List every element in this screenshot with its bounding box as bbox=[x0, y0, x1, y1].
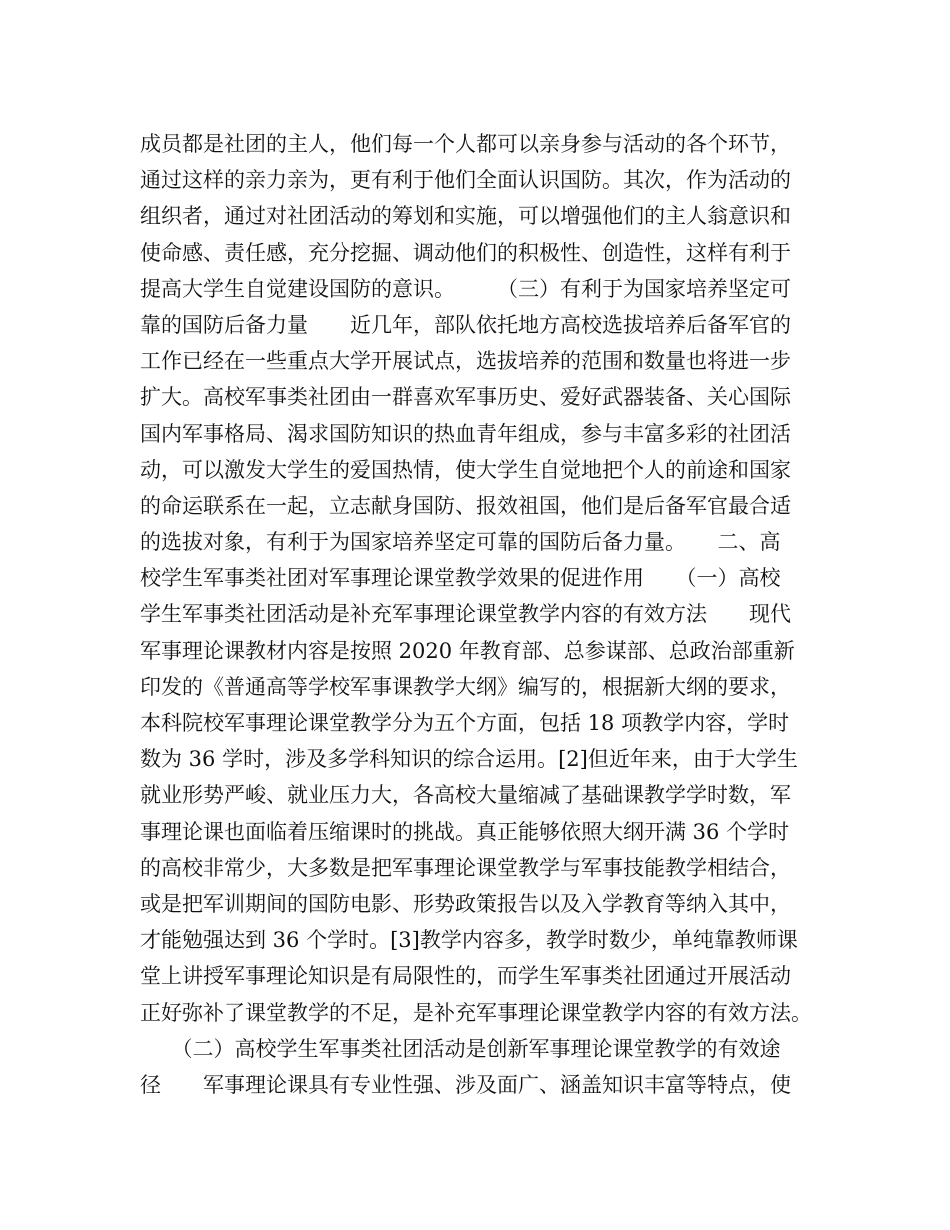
text-line: 扩大。高校军事类社团由一群喜欢军事历史、爱好武器装备、关心国际 bbox=[140, 385, 791, 410]
text-line: 组织者，通过对社团活动的筹划和实施，可以增强他们的主人翁意识和 bbox=[140, 204, 791, 229]
text-line: 才能勉强达到 36 个学时。[3]教学内容多，教学时数少，单纯靠教师课 bbox=[140, 928, 798, 953]
text-line: （二）高校学生军事类社团活动是创新军事理论课堂教学的有效途 bbox=[140, 1036, 781, 1061]
text-line: 的高校非常少，大多数是把军事理论课堂教学与军事技能教学相结合， bbox=[140, 855, 791, 880]
text-line: 学生军事类社团活动是补充军事理论课堂教学内容的有效方法 现代 bbox=[140, 602, 791, 627]
text-line: 校学生军事类社团对军事理论课堂教学效果的促进作用 （一）高校 bbox=[140, 566, 781, 591]
text-line: 或是把军训期间的国防电影、形势政策报告以及入学教育等纳入其中， bbox=[140, 891, 791, 916]
text-line: 的命运联系在一起，立志献身国防、报效祖国，他们是后备军官最合适 bbox=[140, 493, 791, 518]
text-line: 使命感、责任感，充分挖掘、调动他们的积极性、创造性，这样有利于 bbox=[140, 240, 791, 265]
text-line: 正好弥补了课堂教学的不足，是补充军事理论课堂教学内容的有效方法。 bbox=[140, 1000, 812, 1025]
text-line: 径 军事理论课具有专业性强、涉及面广、涵盖知识丰富等特点，使 bbox=[140, 1072, 791, 1097]
text-line: 工作已经在一些重点大学开展试点，选拔培养的范围和数量也将进一步 bbox=[140, 349, 791, 374]
text-line: 成员都是社团的主人，他们每一个人都可以亲身参与活动的各个环节， bbox=[140, 132, 791, 156]
text-line: 数为 36 学时，涉及多学科知识的综合运用。[2]但近年来，由于大学生 bbox=[140, 747, 798, 772]
text-line: 印发的《普通高等学校军事课教学大纲》编写的，根据新大纲的要求， bbox=[140, 674, 791, 699]
text-line: 国内军事格局、渴求国防知识的热血青年组成，参与丰富多彩的社团活 bbox=[140, 421, 791, 446]
text-line: 本科院校军事理论课堂教学分为五个方面，包括 18 项教学内容，学时 bbox=[140, 711, 790, 735]
text-line: 提高大学生自觉建设国防的意识。 （三）有利于为国家培养坚定可 bbox=[140, 276, 791, 301]
text-line: 堂上讲授军事理论知识是有局限性的，而学生军事类社团通过开展活动 bbox=[140, 964, 791, 989]
body-text bbox=[140, 126, 830, 1103]
text-line: 动，可以激发大学生的爱国热情，使大学生自觉地把个人的前途和国家 bbox=[140, 457, 791, 482]
text-line: 靠的国防后备力量 近几年，部队依托地方高校选拔培养后备军官的 bbox=[140, 312, 791, 337]
text-line: 事理论课也面临着压缩课时的挑战。真正能够依照大纲开满 36 个学时 bbox=[140, 819, 790, 844]
text-line: 通过这样的亲力亲为，更有利于他们全面认识国防。其次，作为活动的 bbox=[140, 168, 791, 193]
text-line: 军事理论课教材内容是按照 2020 年教育部、总参谋部、总政治部重新 bbox=[140, 638, 795, 663]
text-line: 的选拔对象，有利于为国家培养坚定可靠的国防后备力量。 二、高 bbox=[140, 530, 781, 555]
text-line: 就业形势严峻、就业压力大，各高校大量缩减了基础课教学学时数，军 bbox=[140, 783, 791, 808]
